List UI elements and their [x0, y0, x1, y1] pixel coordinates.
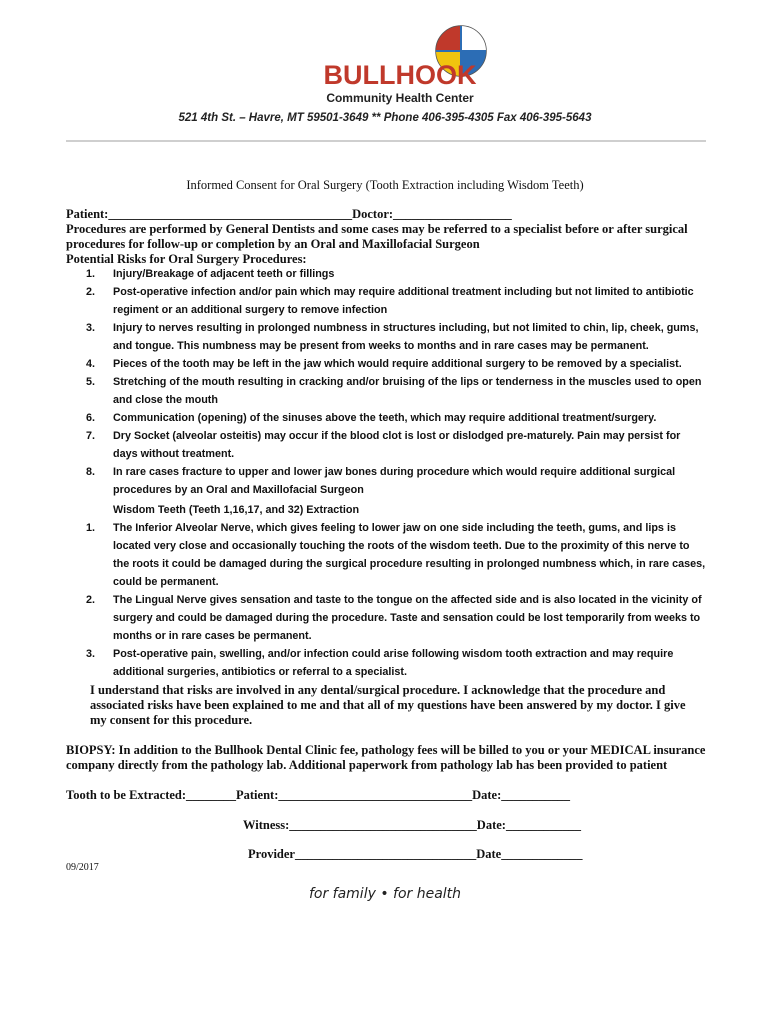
logo-name: BULLHOOK	[323, 60, 477, 90]
wisdom-risks-list	[66, 519, 706, 681]
list-item-text: The Inferior Alveolar Nerve, which gives feeling to lower jaw on one side including the teeth, gums, and lips is located very close and occasionally touching the roots of the wisdom teeth. Due to the proximity of this nerve to the roots it could be damaged during the surgical procedure resulting in prolonged numbness which, in rare cases, could be permanent.	[113, 522, 706, 588]
list-item-number: 5.	[86, 376, 96, 388]
list-item-number: 8.	[86, 466, 96, 478]
biopsy-paragraph: BIOPSY: In addition to the Bullhook Dental Clinic fee, pathology fees will be billed to you or your MEDICAL insurance company directly from the pathology lab. Additional paperwork from pathology lab has been provided to patient	[66, 743, 706, 772]
list-item-number: 1.	[86, 268, 96, 280]
logo-subtitle: Community Health Center	[326, 91, 474, 105]
risks-list	[66, 265, 706, 499]
list-item	[66, 409, 706, 427]
list-item	[66, 373, 706, 409]
list-item-number: 7.	[86, 430, 96, 442]
list-item	[66, 591, 706, 645]
list-item-number: 3.	[86, 322, 96, 334]
address-text: 521 4th St. – Havre, MT 59501-3649 ** Phone 406-395-4305 Fax 406-395-5643	[178, 112, 592, 124]
address-line	[0, 112, 770, 124]
acknowledgement-paragraph: I understand that risks are involved in any dental/surgical procedure. I acknowledge that the procedure and associated risks have been explained to me and that all of my questions have been answered by my doctor. I give my consent for this procedure.	[90, 683, 686, 727]
list-item-number: 2.	[86, 594, 96, 606]
list-item-number: 4.	[86, 358, 96, 370]
tooth-patient-date-line: Tooth to be Extracted:________Patient:_______________________________Date:___________	[66, 788, 571, 802]
intro-paragraph: Procedures are performed by General Dentists and some cases may be referred to a specialist before or after surgical procedures for follow-up or completion by an Oral and Maxillofacial Surgeon	[66, 222, 688, 251]
list-item-text: In rare cases fracture to upper and lower jaw bones during procedure which would require additional surgical procedures by an Oral and Maxillofacial Surgeon	[113, 466, 676, 496]
list-item	[66, 319, 706, 355]
document-title: Informed Consent for Oral Surgery (Tooth Extraction including Wisdom Teeth)	[186, 178, 584, 192]
list-item	[66, 265, 706, 283]
list-item-number: 1.	[86, 522, 96, 534]
provider-date-line: Provider_____________________________Date_____________	[248, 847, 583, 861]
list-item	[66, 519, 706, 591]
list-item-text: Dry Socket (alveolar osteitis) may occur if the blood clot is lost or dislodged pre-maturely. Pain may persist for days without treatment.	[113, 430, 681, 460]
list-item	[66, 355, 706, 373]
list-item-text: Communication (opening) of the sinuses above the teeth, which may require additional treatment/surgery.	[113, 412, 657, 424]
list-item	[66, 427, 706, 463]
list-item-number: 2.	[86, 286, 96, 298]
list-item-text: Post-operative infection and/or pain which may require additional treatment including but not limited to antibiotic regiment or an additional surgery to remove infection	[113, 286, 694, 316]
list-item-text: Post-operative pain, swelling, and/or infection could arise following wisdom tooth extraction and may require additional surgeries, antibiotics or referral to a specialist.	[113, 648, 674, 678]
list-item-text: Pieces of the tooth may be left in the jaw which would require additional surgery to be removed by a specialist.	[113, 358, 682, 370]
patient-doctor-line: Patient:_______________________________________Doctor:___________________	[66, 207, 512, 221]
list-item-number: 6.	[86, 412, 96, 424]
risks-heading: Potential Risks for Oral Surgery Procedures:	[66, 252, 307, 266]
wisdom-heading: Wisdom Teeth (Teeth 1,16,17, and 32) Extraction	[113, 504, 360, 516]
list-item-text: Injury to nerves resulting in prolonged numbness in structures including, but not limited to chin, lip, cheek, gums, and tongue. This numbness may be present from weeks to months and in rare cases may be permanent.	[113, 322, 699, 352]
revision-date: 09/2017	[66, 862, 99, 873]
list-item-text: The Lingual Nerve gives sensation and taste to the tongue on the affected side and is also located in the vicinity of surgery and could be damaged during the procedure. Taste and sensation could be lost temporarily from weeks to months or in rare cases be permanent.	[113, 594, 702, 642]
list-item-text: Injury/Breakage of adjacent teeth or fillings	[113, 268, 335, 280]
logo	[300, 24, 500, 110]
list-item-text: Stretching of the mouth resulting in cracking and/or bruising of the lips or tenderness in the muscles used to open and close the mouth	[113, 376, 702, 406]
header-divider	[66, 140, 706, 142]
list-item	[66, 283, 706, 319]
list-item-number: 3.	[86, 648, 96, 660]
tagline: for family • for health	[308, 886, 462, 902]
witness-date-line: Witness:______________________________Date:____________	[243, 818, 581, 832]
list-item	[66, 645, 706, 681]
list-item	[66, 463, 706, 499]
